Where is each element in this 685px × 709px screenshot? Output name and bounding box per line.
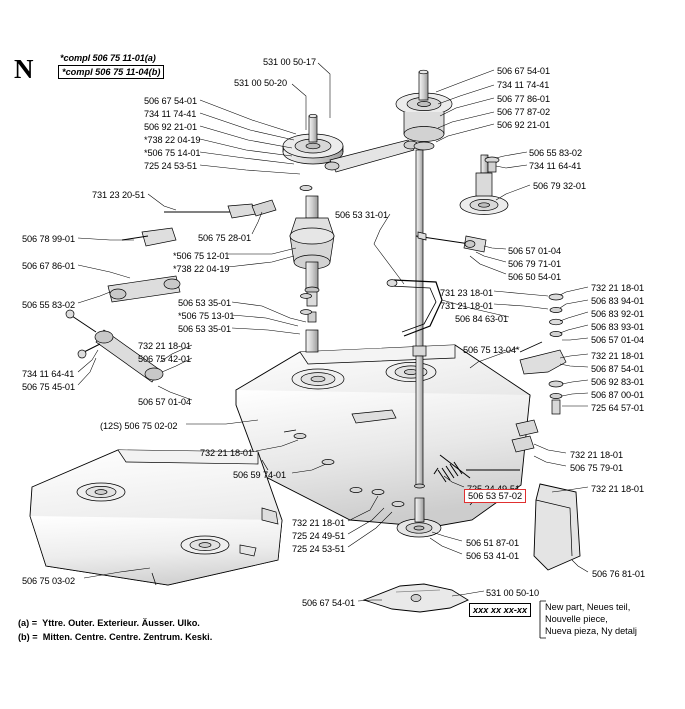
footer-legend-b: (b) = Mitten. Centre. Centre. Zentrum. Keski.	[18, 632, 213, 642]
callout-506-75-03-02: 506 75 03-02	[22, 576, 75, 586]
callout-732-21-18-01-f: 732 21 18-01	[591, 484, 644, 494]
callout-506-67-54-01-c: 506 67 54-01	[302, 598, 355, 608]
callout-734-11-74-41-b: 734 11 74-41	[144, 109, 197, 119]
callout-738-22-04-19-a: *738 22 04-19	[144, 135, 201, 145]
callout-506-92-21-01-b: 506 92 21-01	[144, 122, 197, 132]
idler-pulley-upper-left	[283, 114, 343, 164]
callout-506-78-99-01: 506 78 99-01	[22, 234, 75, 244]
callout-738-22-04-19-b: *738 22 04-19	[173, 264, 230, 274]
new-part-legend-line-1: New part, Neues teil,	[545, 602, 631, 612]
callout-506-75-28-01: 506 75 28-01	[198, 233, 251, 243]
callout-531-00-50-17: 531 00 50-17	[263, 57, 316, 67]
center-spindle-assembly	[290, 196, 334, 352]
callout-732-21-18-01-e: 732 21 18-01	[200, 448, 253, 458]
callout-506-51-87-01: 506 51 87-01	[466, 538, 519, 548]
callout-732-21-18-01-b: 732 21 18-01	[138, 341, 191, 351]
callout-506-67-54-01-b: 506 67 54-01	[144, 96, 197, 106]
pulley-right-side	[460, 155, 508, 215]
callout-506-76-81-01: 506 76 81-01	[592, 569, 645, 579]
callout-506-59-74-01: 506 59 74-01	[233, 470, 286, 480]
callout-506-75-13-01: *506 75 13-01	[178, 311, 235, 321]
callout-734-11-74-41-a: 734 11 74-41	[497, 80, 550, 90]
callout-506-83-93-01: 506 83 93-01	[591, 322, 644, 332]
callout-506-84-63-01: 506 84 63-01	[455, 314, 508, 324]
callout-506-57-01-04-c: 506 57 01-04	[138, 397, 191, 407]
callout-506-53-35-01-b: 506 53 35-01	[178, 324, 231, 334]
section-letter: N	[14, 54, 34, 84]
callout-732-21-18-01-g: 732 21 18-01	[292, 518, 345, 528]
callout-731-23-20-51: 731 23 20-51	[92, 190, 145, 200]
new-part-code-sample: xxx xx xx-xx	[469, 603, 531, 617]
callout-725-24-53-51-a: 725 24 53-51	[144, 161, 197, 171]
callout-506-77-86-01: 506 77 86-01	[497, 94, 550, 104]
tension-spring-rod	[416, 232, 486, 252]
callout-506-75-14-01: *506 75 14-01	[144, 148, 201, 158]
callout-506-92-21-01-a: 506 92 21-01	[497, 120, 550, 130]
callout-506-77-87-02: 506 77 87-02	[497, 107, 550, 117]
callout-12s-506-75-02-02: (12S) 506 75 02-02	[100, 421, 178, 431]
callout-506-83-94-01: 506 83 94-01	[591, 296, 644, 306]
callout-506-92-83-01: 506 92 83-01	[591, 377, 644, 387]
highlighted-callout-506-53-57-02: 506 53 57-02	[464, 489, 526, 503]
callout-506-75-42-01: 506 75 42-01	[138, 354, 191, 364]
header-note-1: *compl 506 75 11-01(a)	[60, 53, 156, 63]
new-part-legend-line-3: Nueva pieza, Ny detalj	[545, 626, 637, 636]
callout-506-57-01-04-b: 506 57 01-04	[591, 335, 644, 345]
callout-506-50-54-01: 506 50 54-01	[508, 272, 561, 282]
callout-506-75-12-01: *506 75 12-01	[173, 251, 230, 261]
callout-734-11-64-41-a: 734 11 64-41	[529, 161, 582, 171]
callout-506-75-13-04: 506 75 13-04*	[463, 345, 520, 355]
footer-legend-a: (a) = Yttre. Outer. Exterieur. Äusser. Ulko.	[18, 618, 200, 628]
callout-506-55-83-02-a: 506 55 83-02	[529, 148, 582, 158]
header-note-2: *compl 506 75 11-04(b)	[58, 65, 164, 79]
callout-732-21-18-01-a: 732 21 18-01	[591, 283, 644, 293]
callout-725-24-49-51-b: 725 24 49-51	[292, 531, 345, 541]
callout-732-21-18-01-d: 732 21 18-01	[570, 450, 623, 460]
belt-guide-curve	[387, 280, 442, 336]
callout-506-67-86-01: 506 67 86-01	[22, 261, 75, 271]
callout-506-75-45-01: 506 75 45-01	[22, 382, 75, 392]
callout-506-67-54-01-a: 506 67 54-01	[497, 66, 550, 76]
callout-506-87-00-01: 506 87 00-01	[591, 390, 644, 400]
callout-732-21-18-01-c: 732 21 18-01	[591, 351, 644, 361]
callout-506-75-79-01: 506 75 79-01	[570, 463, 623, 473]
callout-506-57-01-04-a: 506 57 01-04	[508, 246, 561, 256]
callout-506-53-31-01: 506 53 31-01	[335, 210, 388, 220]
callout-506-79-71-01: 506 79 71-01	[508, 259, 561, 269]
callout-531-00-50-20: 531 00 50-20	[234, 78, 287, 88]
callout-531-00-50-10: 531 00 50-10	[486, 588, 539, 598]
callout-506-53-41-01: 506 53 41-01	[466, 551, 519, 561]
callout-506-83-92-01: 506 83 92-01	[591, 309, 644, 319]
callout-725-64-57-01: 725 64 57-01	[591, 403, 644, 413]
callout-506-79-32-01: 506 79 32-01	[533, 181, 586, 191]
cutting-blade	[364, 584, 468, 612]
callout-506-53-35-01-a: 506 53 35-01	[178, 298, 231, 308]
callout-506-55-83-02-b: 506 55 83-02	[22, 300, 75, 310]
new-part-legend-line-2: Nouvelle piece,	[545, 614, 608, 624]
callout-725-24-53-51-b: 725 24 53-51	[292, 544, 345, 554]
callout-734-11-64-41-b: 734 11 64-41	[22, 369, 75, 379]
callout-731-23-18-01: 731 23 18-01	[440, 288, 493, 298]
callout-506-87-54-01: 506 87 54-01	[591, 364, 644, 374]
callout-731-21-18-01: 731 21 18-01	[440, 301, 493, 311]
